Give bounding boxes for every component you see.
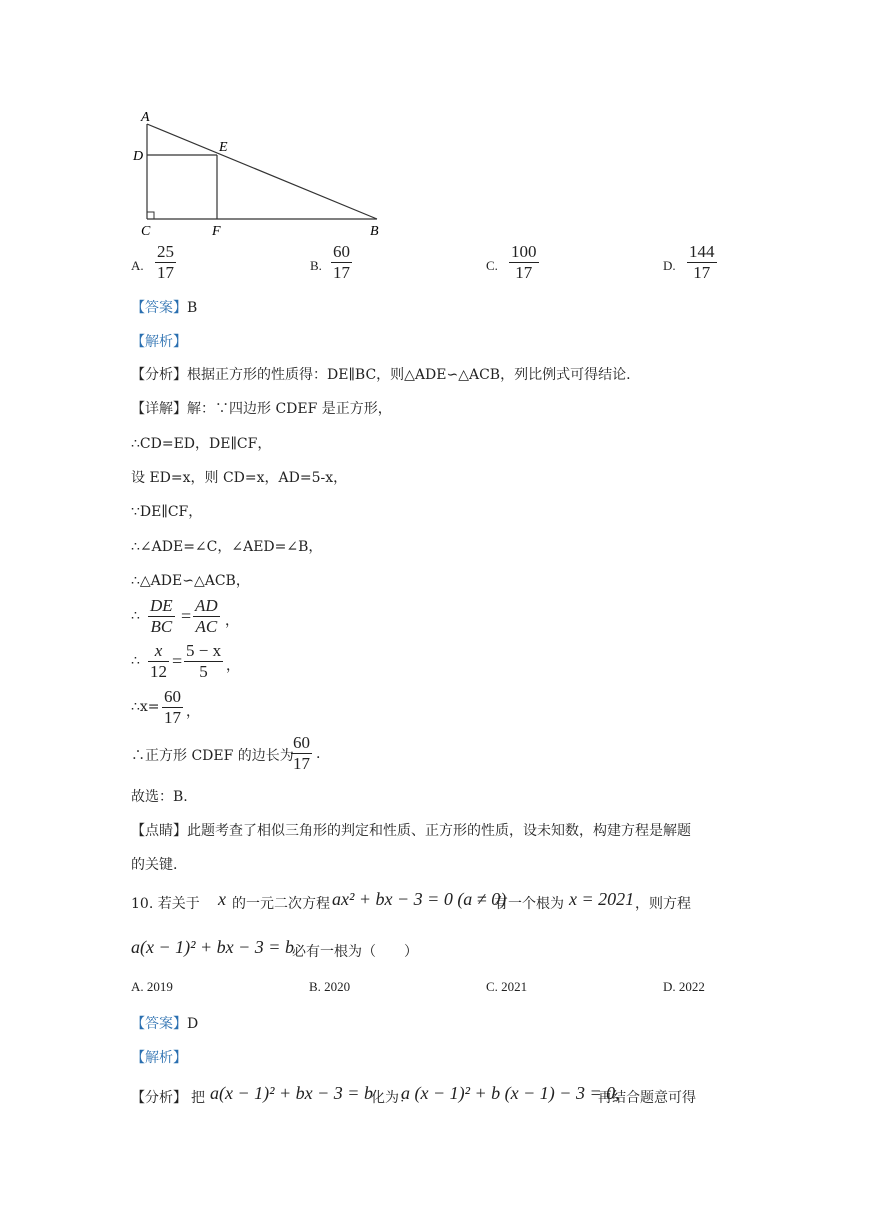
q10-option-c: C. 2021 [486, 979, 528, 994]
option-fraction: $\frac{60}{17}$ [333, 242, 350, 282]
solution-line: ∵DE∥CF， [131, 504, 203, 520]
q10-answer-line: 【答案】D [131, 1016, 199, 1032]
label-a: A [141, 110, 150, 125]
q10-option-a: A. 2019 [131, 979, 173, 994]
q9-answer-line [131, 297, 197, 317]
answer-value: B [187, 300, 198, 316]
solution-line: ∴∠ADE=∠C，∠AED=∠B， [131, 539, 323, 555]
fenxi-tag: 【分析】 [131, 367, 187, 383]
q9-choose: 故选：B. [131, 789, 188, 805]
label-f: F [212, 224, 221, 239]
side-ab [147, 124, 377, 219]
option-fraction: $\frac{100}{17}$ [511, 242, 537, 282]
label-d: D [133, 149, 144, 164]
q10-analysis-tag: 【解析】 [131, 1050, 187, 1066]
solution-line: ∴△ADE∽△ACB， [131, 573, 250, 589]
fenxi-text: 根据正方形的性质得：DE∥BC，则△ADE∽△ACB，列比例式可得结论. [187, 367, 631, 383]
option-letter: A. [131, 258, 144, 273]
label-e: E [219, 140, 228, 155]
right-angle-mark [147, 212, 154, 219]
solution-line: 解：∵四边形 CDEF 是正方形， [187, 401, 392, 417]
q9-dianjing: 【点睛】此题考查了相似三角形的判定和性质、正方形的性质，设未知数，构建方程是解题 [131, 823, 691, 839]
label-c: C [141, 224, 151, 239]
q9-analysis-tag: 【解析】 [131, 334, 187, 350]
solution-line: 设 ED=x，则 CD=x，AD=5-x， [131, 470, 348, 486]
xiangjie-tag: 【详解】 [131, 401, 187, 417]
option-letter: D. [663, 258, 676, 273]
option-letter: C. [486, 258, 498, 273]
option-fraction: $\frac{144}{17}$ [689, 242, 715, 282]
q10-option-d: D. 2022 [663, 979, 705, 994]
q10-option-b: B. 2020 [309, 979, 351, 994]
label-b: B [370, 224, 379, 239]
q9-fenxi [131, 364, 631, 384]
answer-tag: 【答案】 [131, 300, 187, 316]
geometry-figure [0, 0, 869, 240]
q9-xiangjie [131, 398, 392, 418]
solution-line: ∴CD=ED，DE∥CF， [131, 436, 272, 452]
option-fraction: $\frac{25}{17}$ [157, 242, 174, 282]
option-letter: B. [310, 258, 322, 273]
q9-dianjing-cont: 的关键. [131, 857, 178, 873]
